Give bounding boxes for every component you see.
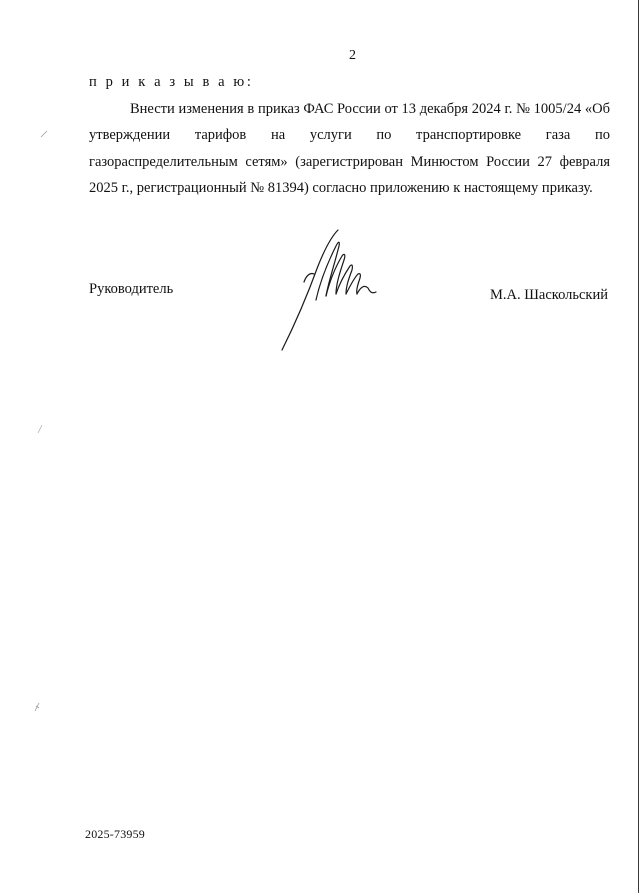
page-number: 2: [349, 48, 356, 63]
document-number: 2025-73959: [85, 827, 145, 841]
order-word: п р и к а з ы в а ю:: [89, 74, 254, 90]
handwritten-signature: [276, 222, 386, 354]
scan-speck: [33, 702, 41, 712]
scan-edge-line: [638, 0, 639, 893]
scan-speck: [36, 424, 44, 434]
scan-speck: [40, 130, 48, 138]
signer-title: Руководитель: [89, 281, 174, 297]
body-paragraph: Внести изменения в приказ ФАС России от 13 декабря 2024 г. № 1005/24 «Об утверждении тарифов на услуги по транспортировке газа по газораспределительным сетям» (зарегистрирован Минюстом России 27 февраля 2025 г., регистрационный № 81394) согласно приложению к настоящему приказу.: [89, 101, 610, 197]
signer-name: М.А. Шаскольский: [490, 287, 608, 303]
